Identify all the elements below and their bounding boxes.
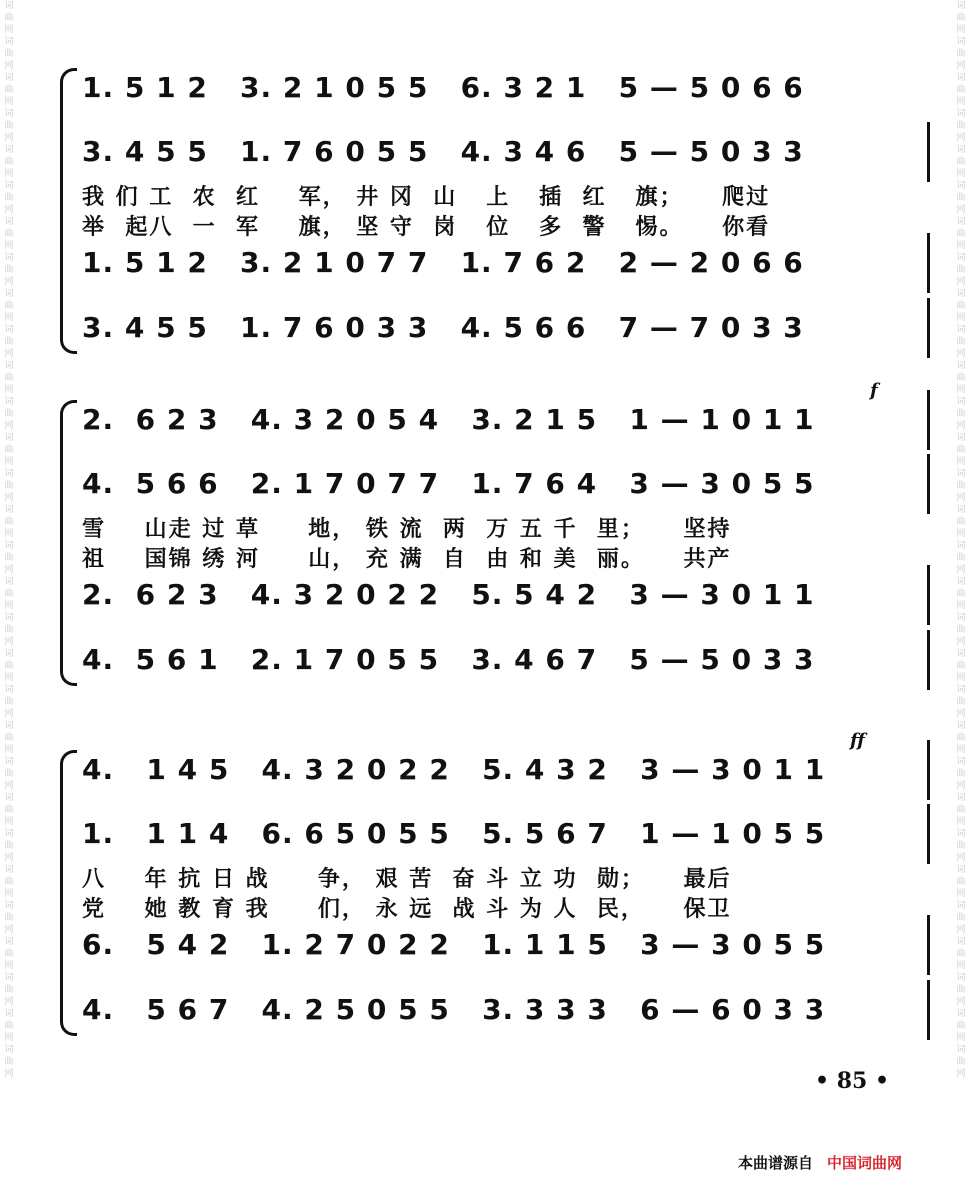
side-watermark-left: 词曲网词曲网词曲网词曲网词曲网词曲网词曲网词曲网词曲网词曲网词曲网词曲网词曲网词曲网词曲网词曲网词曲网词曲网词曲网词曲网词曲网词曲网词曲网词曲网词曲网词曲网词曲网词曲网词曲网词曲网	[4, 1, 14, 1079]
staff-part-3	[82, 915, 930, 975]
staff-part-1	[82, 390, 930, 450]
system-bracket	[60, 750, 77, 1036]
side-watermark-right: 词曲网词曲网词曲网词曲网词曲网词曲网词曲网词曲网词曲网词曲网词曲网词曲网词曲网词曲网词曲网词曲网词曲网词曲网词曲网词曲网词曲网词曲网词曲网词曲网词曲网词曲网词曲网词曲网词曲网词曲网	[956, 1, 966, 1079]
notation-line: 1. 5 1 2 3. 2 1 0 5 5 6. 3 2 1 5 — 5 0 6 6	[82, 71, 804, 104]
staff-part-4	[82, 980, 930, 1040]
staff-part-1	[82, 740, 930, 800]
notation-line: 3. 4 5 5 1. 7 6 0 3 3 4. 5 6 6 7 — 7 0 3 3	[82, 311, 804, 344]
dynamic-marking: f	[870, 380, 878, 401]
staff-part-3	[82, 233, 930, 293]
dynamic-marking: ff	[850, 730, 865, 751]
lyric-verse-2: 举 起八 一 军 旗， 坚 守 岗 位 多 警 惕。 你看	[82, 215, 771, 240]
notation-line: 4. 1 4 5 4. 3 2 0 2 2 5. 4 3 2 3 — 3 0 1 1	[82, 753, 826, 786]
page-number: • 85 •	[815, 1068, 890, 1094]
notation-line: 1. 1 1 4 6. 6 5 0 5 5 5. 5 6 7 1 — 1 0 5 5	[82, 817, 826, 850]
source-label: 本曲谱源自	[738, 1154, 814, 1172]
score-system-1	[60, 58, 930, 358]
notation-line: 1. 5 1 2 3. 2 1 0 7 7 1. 7 6 2 2 — 2 0 6 6	[82, 246, 804, 279]
score-system-3	[60, 730, 930, 1040]
score-system-2	[60, 380, 930, 690]
notation-line: 2. 6 2 3 4. 3 2 0 2 2 5. 5 4 2 3 — 3 0 1 1	[82, 578, 815, 611]
staff-part-2	[82, 454, 930, 514]
staff-part-2	[82, 804, 930, 864]
system-bracket	[60, 400, 77, 686]
staff-part-2	[82, 122, 930, 182]
notation-line: 2. 6 2 3 4. 3 2 0 5 4 3. 2 1 5 1 — 1 0 1 1	[82, 403, 815, 436]
notation-line: 4. 5 6 1 2. 1 7 0 5 5 3. 4 6 7 5 — 5 0 3 3	[82, 643, 815, 676]
lyric-verse-2: 党 她 教 育 我 们， 永 远 战 斗 为 人 民， 保卫	[82, 897, 732, 922]
staff-part-3	[82, 565, 930, 625]
source-site-link[interactable]: 中国词曲网	[827, 1154, 903, 1172]
source-footer	[738, 1152, 902, 1173]
notation-line: 6. 5 4 2 1. 2 7 0 2 2 1. 1 1 5 3 — 3 0 5 5	[82, 928, 826, 961]
lyric-verse-2: 祖 国锦 绣 河 山， 充 满 自 由 和 美 丽。 共产	[82, 547, 732, 572]
staff-part-4	[82, 298, 930, 358]
notation-line: 4. 5 6 7 4. 2 5 0 5 5 3. 3 3 3 6 — 6 0 3 3	[82, 993, 826, 1026]
lyric-verse-1: 雪 山走 过 草 地， 铁 流 两 万 五 千 里； 坚持	[82, 517, 732, 542]
lyric-verse-1: 八 年 抗 日 战 争， 艰 苦 奋 斗 立 功 勋； 最后	[82, 867, 732, 892]
staff-part-1	[82, 58, 930, 118]
staff-part-4	[82, 630, 930, 690]
notation-line: 4. 5 6 6 2. 1 7 0 7 7 1. 7 6 4 3 — 3 0 5 5	[82, 467, 815, 500]
notation-line: 3. 4 5 5 1. 7 6 0 5 5 4. 3 4 6 5 — 5 0 3 3	[82, 135, 804, 168]
system-bracket	[60, 68, 77, 354]
lyric-verse-1: 我 们 工 农 红 军， 井 冈 山 上 插 红 旗； 爬过	[82, 185, 771, 210]
